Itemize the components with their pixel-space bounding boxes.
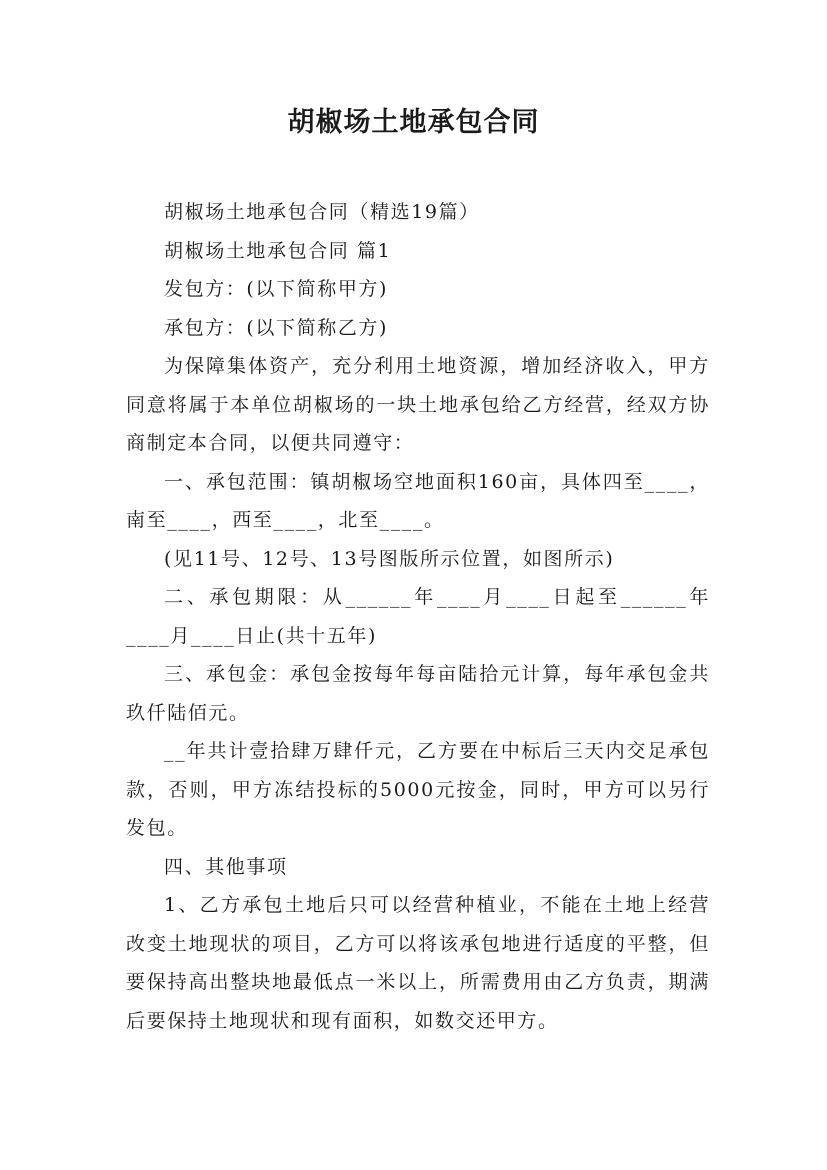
paragraph-party-b: 承包方：(以下简称乙方) xyxy=(164,316,389,339)
paragraph-subtitle: 胡椒场土地承包合同（精选19篇） xyxy=(164,201,480,223)
paragraph-section-heading: 胡椒场土地承包合同 篇1 xyxy=(164,239,392,262)
paragraph-party-a: 发包方：(以下简称甲方) xyxy=(164,278,389,300)
paragraph-clause-fee: 三、承包金：承包金按每年每亩陆拾元计算，每年承包金共玖仟陆佰元。 xyxy=(126,663,710,724)
paragraph-clause-term: 二、承包期限：从______年____月____日起至______年____月____日止(共十五年) xyxy=(126,586,710,647)
paragraph-other-item-1: 1、乙方承包土地后只可以经营种植业，不能在土地上经营改变土地现状的项目，乙方可以将该承包地进行适度的平整，但要保持高出整块地最低点一米以上，所需费用由乙方负责，期满后要保持土地现状和现有面积，如数交还甲方。 xyxy=(126,894,710,1032)
document-body xyxy=(126,193,710,1040)
paragraph-payment: __年共计壹拾肆万肆仟元，乙方要在中标后三天内交足承包款，否则，甲方冻结投标的5000元按金，同时，甲方可以另行发包。 xyxy=(126,740,710,839)
paragraph-preamble: 为保障集体资产，充分利用土地资源，增加经济收入，甲方同意将属于本单位胡椒场的一块土地承包给乙方经营，经双方协商制定本合同，以便共同遵守： xyxy=(126,355,710,454)
paragraph-map-reference: (见11号、12号、13号图版所示位置，如图所示) xyxy=(164,547,615,570)
paragraph-clause-scope: 一、承包范围：镇胡椒场空地面积160亩，具体四至____，南至____，西至____，北至____。 xyxy=(126,470,710,531)
paragraph-clause-other: 四、其他事项 xyxy=(164,855,288,878)
document-title: 胡椒场土地承包合同 xyxy=(287,107,540,138)
